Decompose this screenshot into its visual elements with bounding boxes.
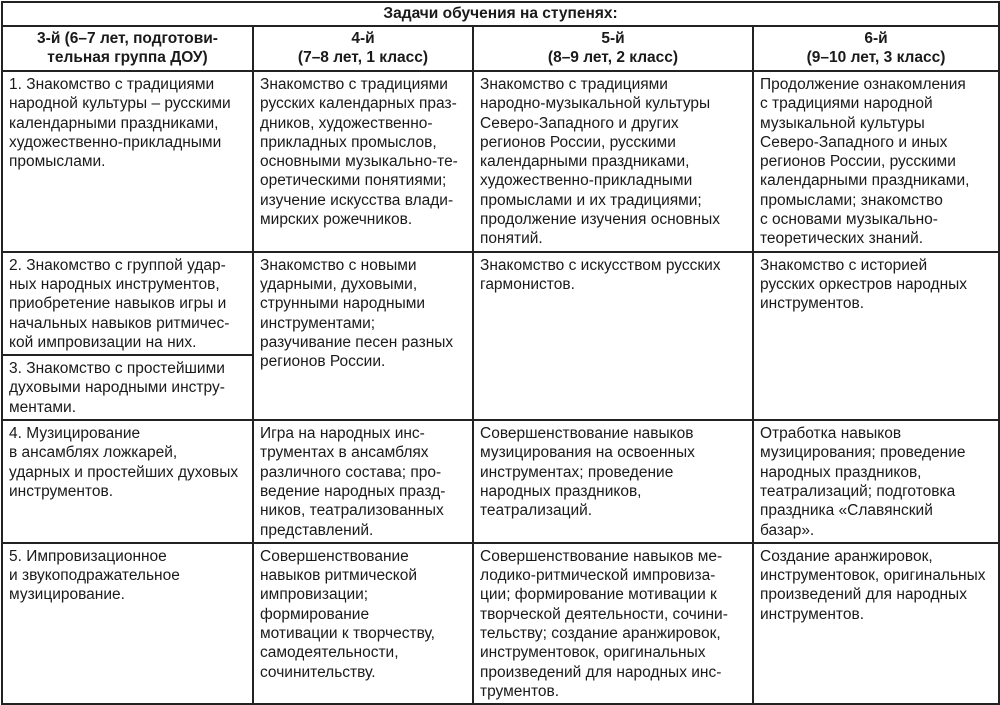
header-stage-4: 4-й (7–8 лет, 1 класс) (253, 26, 473, 71)
table-row (2, 71, 999, 252)
cell-row4-stage4: Игра на народных инс- трументах в ансамблях различного состава; про- ведение народных празд- ников, театрализованных представлений. (253, 420, 473, 543)
header-stage-5: 5-й (8–9 лет, 2 класс) (473, 26, 753, 71)
cell-row2-stage3: 2. Знакомство с группой удар- ных народных инструментов, приобретение навыков игры и начальных навыков ритмичес- кой импровизации на них. (2, 252, 253, 355)
header-stage-3: 3-й (6–7 лет, подготови- тельная группа ДОУ) (2, 26, 253, 71)
table-row (2, 543, 999, 704)
table-row (2, 252, 999, 355)
cell-row1-stage4: Знакомство с традициями русских календарных праз- дников, художественно- прикладных промыслов, основными музыкально-те- оретическими понятиями; изучение искусства влади- мирских рожечников. (253, 71, 473, 252)
header-stage-6: 6-й (9–10 лет, 3 класс) (753, 26, 999, 71)
cell-row5-stage3: 5. Импровизационное и звукоподражательное музицирование. (2, 543, 253, 704)
caption-row (2, 2, 999, 26)
learning-tasks-table (1, 1, 1000, 705)
cell-row4-stage3: 4. Музицирование в ансамблях ложкарей, ударных и простейших духовых инструментов. (2, 420, 253, 543)
header-row (2, 26, 999, 71)
cell-row2-stage5: Знакомство с искусством русских гармонистов. (473, 252, 753, 420)
cell-row5-stage5: Совершенствование навыков ме- лодико-ритмической импровиза- ции; формирование мотивации к творческой деятельности, сочини- тельству; создание аранжировок, инструментовок, оригинальных произведений для народных инс- трументов. (473, 543, 753, 704)
table-caption: Задачи обучения на ступенях: (2, 2, 999, 26)
cell-row1-stage3: 1. Знакомство с традициями народной культуры – русскими календарными праздниками, художественно-прикладными промыслами. (2, 71, 253, 252)
cell-row3-stage3: 3. Знакомство с простейшими духовыми народными инстру- ментами. (2, 355, 253, 420)
cell-row5-stage6: Создание аранжировок, инструментовок, оригинальных произведений для народных инструментов. (753, 543, 999, 704)
cell-row2-stage6: Знакомство с историей русских оркестров народных инструментов. (753, 252, 999, 420)
cell-row5-stage4: Совершенствование навыков ритмической импровизации; формирование мотивации к творчеству, самодеятельности, сочинительству. (253, 543, 473, 704)
table-row (2, 420, 999, 543)
cell-row4-stage5: Совершенствование навыков музицирования на освоенных инструментах; проведение народных праздников, театрализаций. (473, 420, 753, 543)
cell-row1-stage6: Продолжение ознакомления с традициями народной музыкальной культуры Северо-Западного и иных регионов России, русскими календарными праздниками, промыслами; знакомство с основами музыкально- теоретических знаний. (753, 71, 999, 252)
cell-row2-stage4: Знакомство с новыми ударными, духовыми, струнными народными инструментами; разучивание песен разных регионов России. (253, 252, 473, 420)
cell-row4-stage6: Отработка навыков музицирования; проведение народных праздников, театрализаций; подготовка праздника «Славянский базар». (753, 420, 999, 543)
cell-row1-stage5: Знакомство с традициями народно-музыкальной культуры Северо-Западного и других регионов России, русскими календарными праздниками, художественно-прикладными промыслами и их традициями; продолжение изучения основных понятий. (473, 71, 753, 252)
